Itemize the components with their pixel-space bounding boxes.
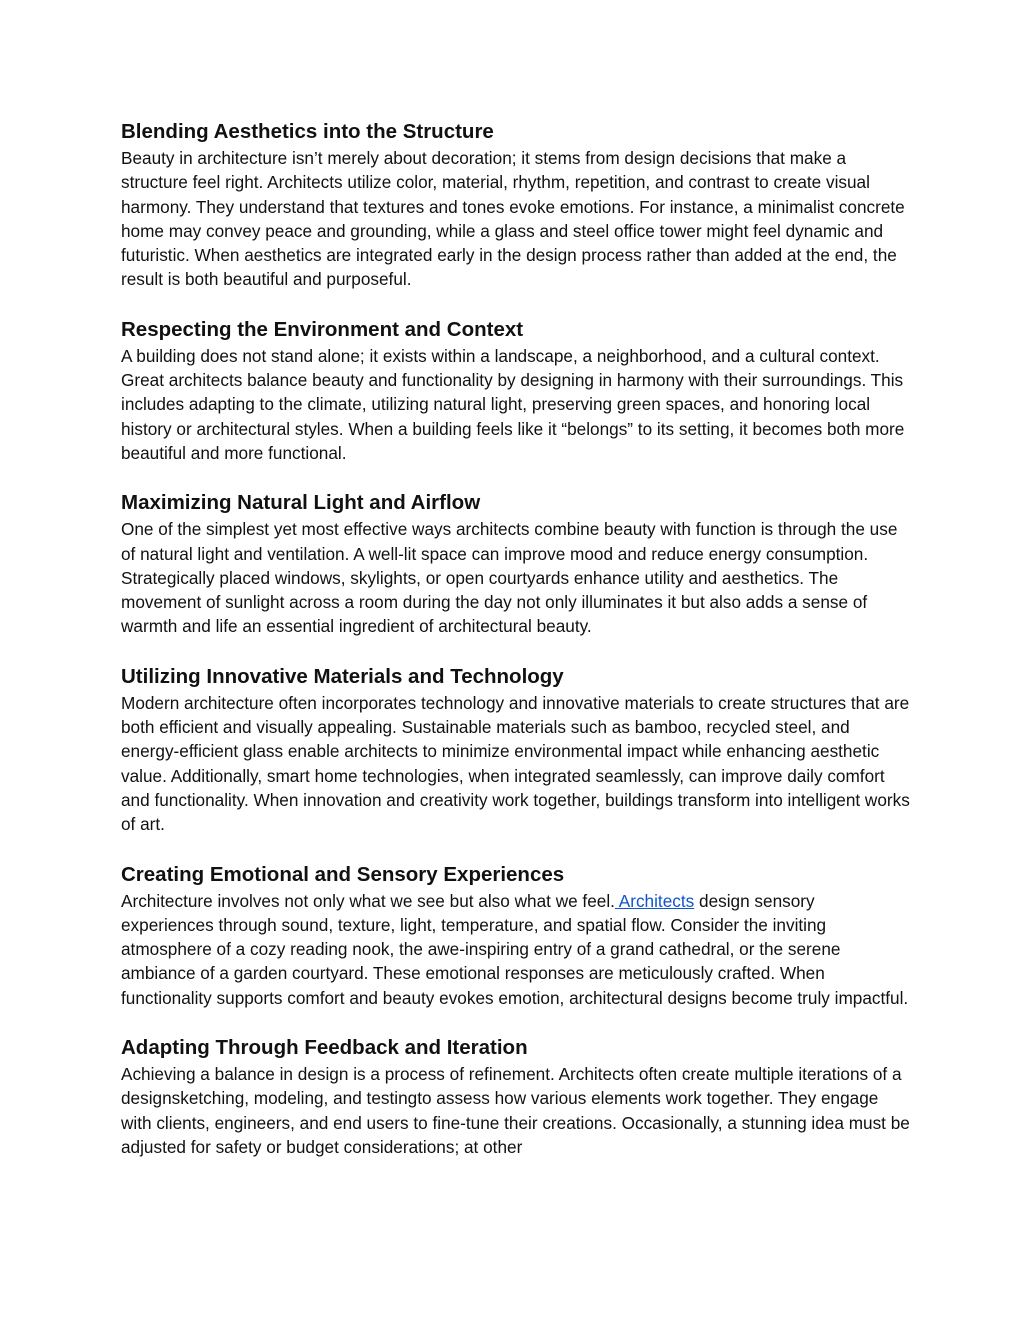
section-body: Achieving a balance in design is a process of refinement. Architects often create multiple iterations of a designsketching, modeling, and testingto assess how various elements work together. They engage with clients, engineers, and end users to fine-tune their creations. Occasionally, a stunning idea must be adjusted for safety or budget considerations; at other [121,1064,910,1157]
section-heading: Adapting Through Feedback and Iteration [121,1036,528,1060]
section-heading: Blending Aesthetics into the Structure [121,120,494,143]
section-environment-context [121,316,911,465]
section-body: Beauty in architecture isn’t merely about decoration; it stems from design decisions that make a structure feel right. Architects utilize color, material, rhythm, repetition, and contrast to create visual harmony. They understand that textures and tones evoke emotions. For instance, a minimalist concrete home may convey peace and grounding, while a glass and steel office tower might feel dynamic and futuristic. When aesthetics are integrated early in the design process rather than added at the end, the result is both beautiful and purposeful. [121,148,905,290]
section-heading: Maximizing Natural Light and Airflow [121,491,481,515]
section-body: Modern architecture often incorporates technology and innovative materials to create structures that are both efficient and visually appealing. Sustainable materials such as bamboo, recycled steel, and energy-efficient glass enable architects to minimize environmental impact while enhancing aesthetic value. Additionally, smart home technologies, when integrated seamlessly, can improve daily comfort and functionality. When innovation and creativity work together, buildings transform into intelligent works of art. [121,692,910,835]
body-text-before-link: Architecture involves not only what we see but also what we feel. [121,890,615,911]
section-natural-light [121,489,911,638]
section-body: A building does not stand alone; it exists within a landscape, a neighborhood, and a cultural context. Great architects balance beauty and functionality by designing in harmony with their surroundings. This includes adapting to the climate, utilizing natural light, preserving green spaces, and honoring local history or architectural styles. When a building feels like it “belongs” to its setting, it becomes both more beautiful and more functional. [121,345,905,463]
section-body [121,889,911,1010]
section-innovative-materials [121,663,911,837]
document-page [121,118,911,1183]
section-blending-aesthetics [121,118,911,292]
section-body: One of the simplest yet most effective ways architects combine beauty with function is through the use of natural light and ventilation. A well-lit space can improve mood and reduce energy consumption. Strategically placed windows, skylights, or open courtyards enhance utility and aesthetics. The movement of sunlight across a room during the day not only illuminates it but also adds a sense of warmth and life an essential ingredient of architectural beauty. [121,519,898,637]
section-heading: Creating Emotional and Sensory Experiences [121,862,565,886]
architects-link[interactable]: Architects [614,890,695,911]
section-feedback-iteration [121,1034,911,1159]
section-emotional-experiences [121,861,911,1010]
section-heading: Respecting the Environment and Context [121,317,524,341]
body-text-after-link: design sensory experiences through sound, texture, light, temperature, and spatial flow. Consider the inviting atmosphere of a cozy reading nook, the awe-inspiring entry of a grand cathedral, or the serene ambiance of a garden courtyard. These emotional responses are meticulously crafted. When functionality supports comfort and beauty evokes emotion, architectural designs become truly impactful. [121,890,909,1008]
section-heading: Utilizing Innovative Materials and Technology [121,664,564,688]
